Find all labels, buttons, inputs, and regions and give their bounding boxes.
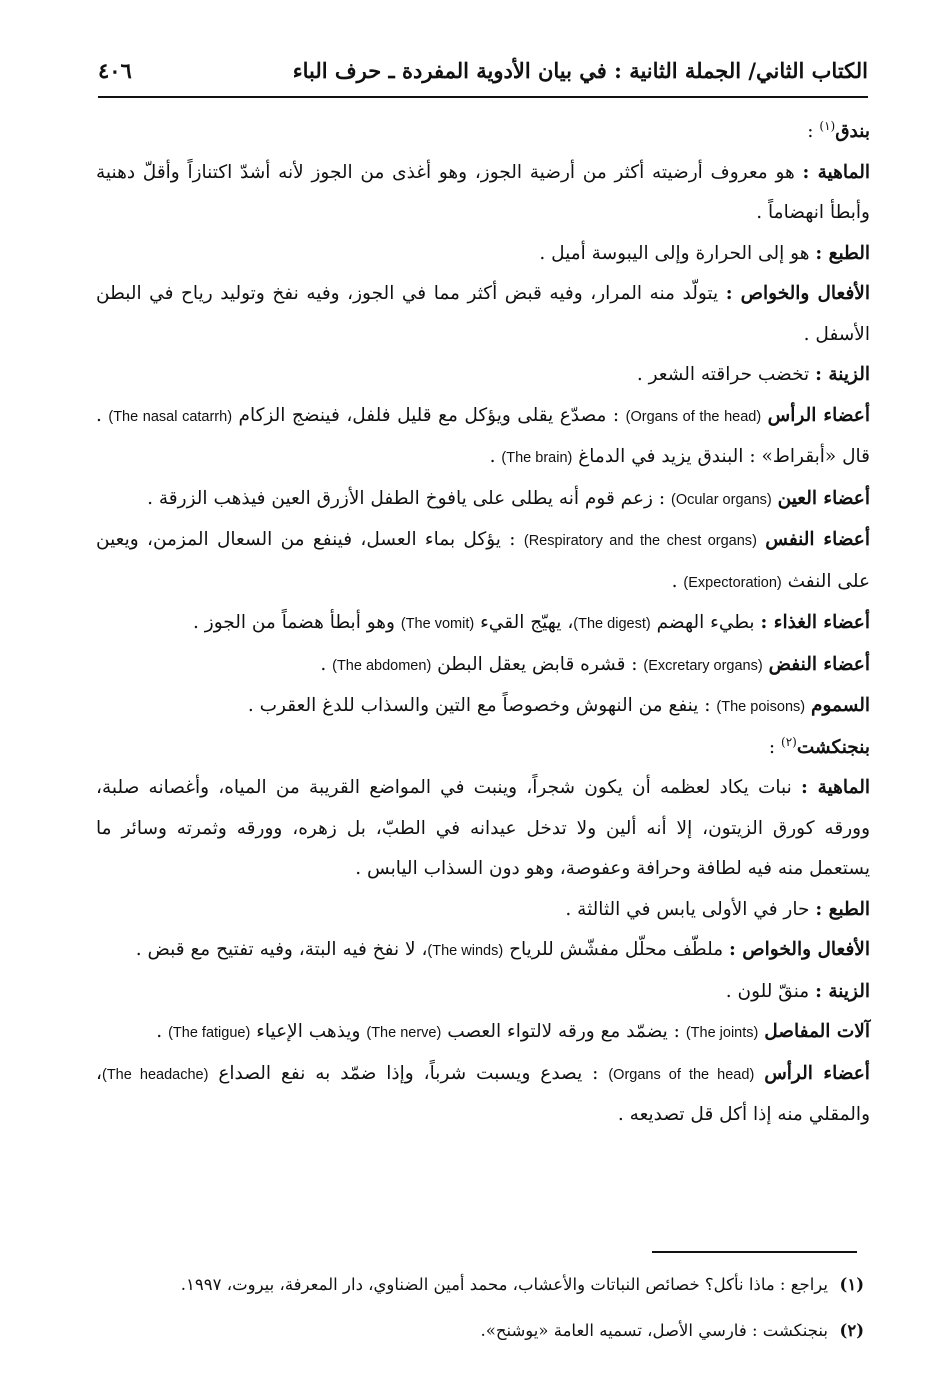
footnote-text: يراجع : ماذا نأكل؟ خصائص النباتات والأعشاب، محمد أمين الضناوي، دار المعرفة، بيروت، ١٩٩٧. [180, 1275, 828, 1294]
english-term: (Organs of the head) [625, 408, 762, 425]
section-label: الطبع : [815, 898, 870, 920]
footnote-rule [652, 1251, 857, 1253]
section-text: نبات يكاد لعظمه أن يكون شجراً، وينبت في المواضع القريبة من المياه، وأغصانه صلبة، وورقه كورق الزيتون، إلا أنه ألين ولا تدخل عيدانه في الطبّ، بل زهره، وورقه وثمرته وسائر ما يستعمل منه فيه لطافة وحرافة وعفوصة، وهو دون السذاب اليابس . [96, 777, 870, 879]
section-paragraph [96, 355, 870, 396]
section-label: أعضاء الغذاء : [760, 612, 870, 633]
section-paragraph [96, 153, 870, 234]
section-text: . [671, 570, 678, 592]
section-text: بطيء الهضم [656, 612, 755, 633]
section-text: ، يهيّج القيء [480, 612, 574, 633]
section-text: . [489, 446, 496, 467]
section-text: هو إلى الحرارة وإلى اليبوسة أميل . [539, 242, 810, 264]
english-term: (The vomit) [400, 616, 475, 632]
section-paragraph [96, 686, 870, 728]
footnotes [86, 1262, 864, 1354]
section-label: الزينة : [815, 364, 870, 385]
footnote [86, 1308, 864, 1354]
english-term: (The brain) [501, 450, 573, 466]
footnote-number: (١) [839, 1275, 864, 1294]
entry-heading: بندق$^{(١)}$ : [807, 118, 870, 142]
footnote-number: (٢) [839, 1321, 864, 1340]
section-paragraph [96, 479, 870, 521]
english-term: (The nerve) [366, 1025, 442, 1041]
section-paragraph [96, 274, 870, 355]
section-text: : يضمّد مع ورقه لالتواء العصب [447, 1021, 680, 1042]
header-rule [98, 96, 868, 98]
section-text: . [320, 653, 327, 675]
section-text: تخضب حراقته الشعر . [636, 364, 810, 385]
section-paragraph [96, 603, 870, 645]
section-paragraph [96, 1012, 870, 1054]
entry-heading: بنجنكشت$^{(٢)}$ : [768, 734, 870, 758]
english-term: (The winds) [427, 943, 504, 959]
section-label: الطبع : [815, 242, 870, 264]
section-text: ، لا نفخ فيه البتة، وفيه تفتيح مع قبض . [135, 939, 428, 960]
section-paragraph [96, 520, 870, 603]
section-paragraph [96, 890, 870, 931]
section-paragraph [96, 645, 870, 687]
english-term: (Respiratory and the chest organs) [523, 533, 757, 549]
english-term: (Ocular organs) [670, 491, 772, 508]
section-label: الماهية : [801, 777, 870, 798]
footnote-ref: (١) [819, 118, 836, 133]
english-term: (The fatigue) [168, 1025, 251, 1041]
section-paragraph [96, 1054, 870, 1136]
english-term: (The headache) [101, 1066, 209, 1083]
section-text: . [156, 1021, 163, 1042]
section-text: حار في الأولى يابس في الثالثة . [565, 898, 810, 920]
section-label: الأفعال والخواص : [729, 939, 870, 960]
section-label: الماهية : [802, 161, 870, 183]
section-text: يتولّد منه المرار، وفيه قبض أكثر مما في الجوز، وفيه نفخ وتوليد رياح في البطن الأسفل . [96, 283, 870, 345]
english-term: (The poisons) [716, 699, 806, 715]
english-term: (The nasal catarrh) [108, 408, 233, 425]
section-text: ملطّف محلّل مفشّش للرياح [509, 939, 724, 960]
entry-name: بندق [835, 121, 870, 142]
section-text: ، والمقلي منه إذا أكل قل تصديعه . [96, 1062, 870, 1125]
section-label: أعضاء النفض [768, 653, 870, 675]
body-text [96, 112, 870, 1136]
section-text: : ينفع من النهوش وخصوصاً مع التين والسذاب للدغ العقرب . [247, 695, 711, 716]
entry-name: بنجنكشت [796, 736, 870, 758]
section-text: : يصدع ويسبت شرباً، وإذا ضمّد به نفع الصداع [218, 1062, 599, 1084]
english-term: (Expectoration) [683, 574, 782, 591]
section-paragraph [96, 234, 870, 275]
section-text: منقّ للون . [725, 980, 810, 1002]
section-text: : قشره قابض يعقل البطن [437, 653, 638, 675]
english-term: (Excretary organs) [643, 657, 763, 674]
section-text: . قال «أبقراط» : البندق يزيد في الدماغ [96, 404, 870, 467]
section-text: : مصدّع يقلى ويؤكل مع قليل فلفل، فينضج الزكام [238, 404, 620, 426]
section-text: ويذهب الإعياء [256, 1021, 361, 1042]
section-label: أعضاء الرأس [764, 1062, 870, 1084]
section-label: أعضاء النفس [765, 529, 870, 550]
footnote-text: بنجنكشت : فارسي الأصل، تسميه العامة «يوشنح». [480, 1321, 828, 1340]
section-paragraph [96, 768, 870, 890]
section-paragraph [96, 972, 870, 1013]
section-text: وهو أبطأ هضماً من الجوز . [193, 612, 395, 633]
english-term: (The digest) [573, 616, 651, 632]
footnote [86, 1262, 864, 1308]
english-term: (The joints) [685, 1025, 759, 1041]
header-title: الكتاب الثاني/ الجملة الثانية : في بيان الأدوية المفردة ـ حرف الباء [292, 58, 868, 83]
section-label: الأفعال والخواص : [725, 283, 870, 304]
section-paragraph [96, 396, 870, 479]
english-term: (The abdomen) [332, 657, 432, 674]
footnote-ref: (٢) [781, 734, 797, 749]
section-label: آلات المفاصل [764, 1021, 870, 1042]
section-label: أعضاء العين [777, 487, 870, 509]
section-label: السموم [811, 695, 870, 716]
section-label: الزينة : [815, 980, 870, 1002]
page-number: ٤٠٦ [98, 58, 132, 83]
section-paragraph [96, 930, 870, 972]
section-text: هو معروف أرضيته أكثر من أرضية الجوز، وهو أغذى من الجوز لأنه أشدّ اكتنازاً وأقلّ دهنية وأبطأ انهضاماً . [96, 161, 870, 223]
section-text: : يؤكل بماء العسل، فينفع من السعال المزمن، ويعين على النفث [96, 529, 870, 592]
section-label: أعضاء الرأس [767, 404, 870, 426]
running-header [98, 58, 868, 88]
english-term: (Organs of the head) [608, 1066, 755, 1083]
section-text: : زعم قوم أنه يطلى على يافوخ الطفل الأزرق العين فيذهب الزرقة . [147, 487, 666, 509]
